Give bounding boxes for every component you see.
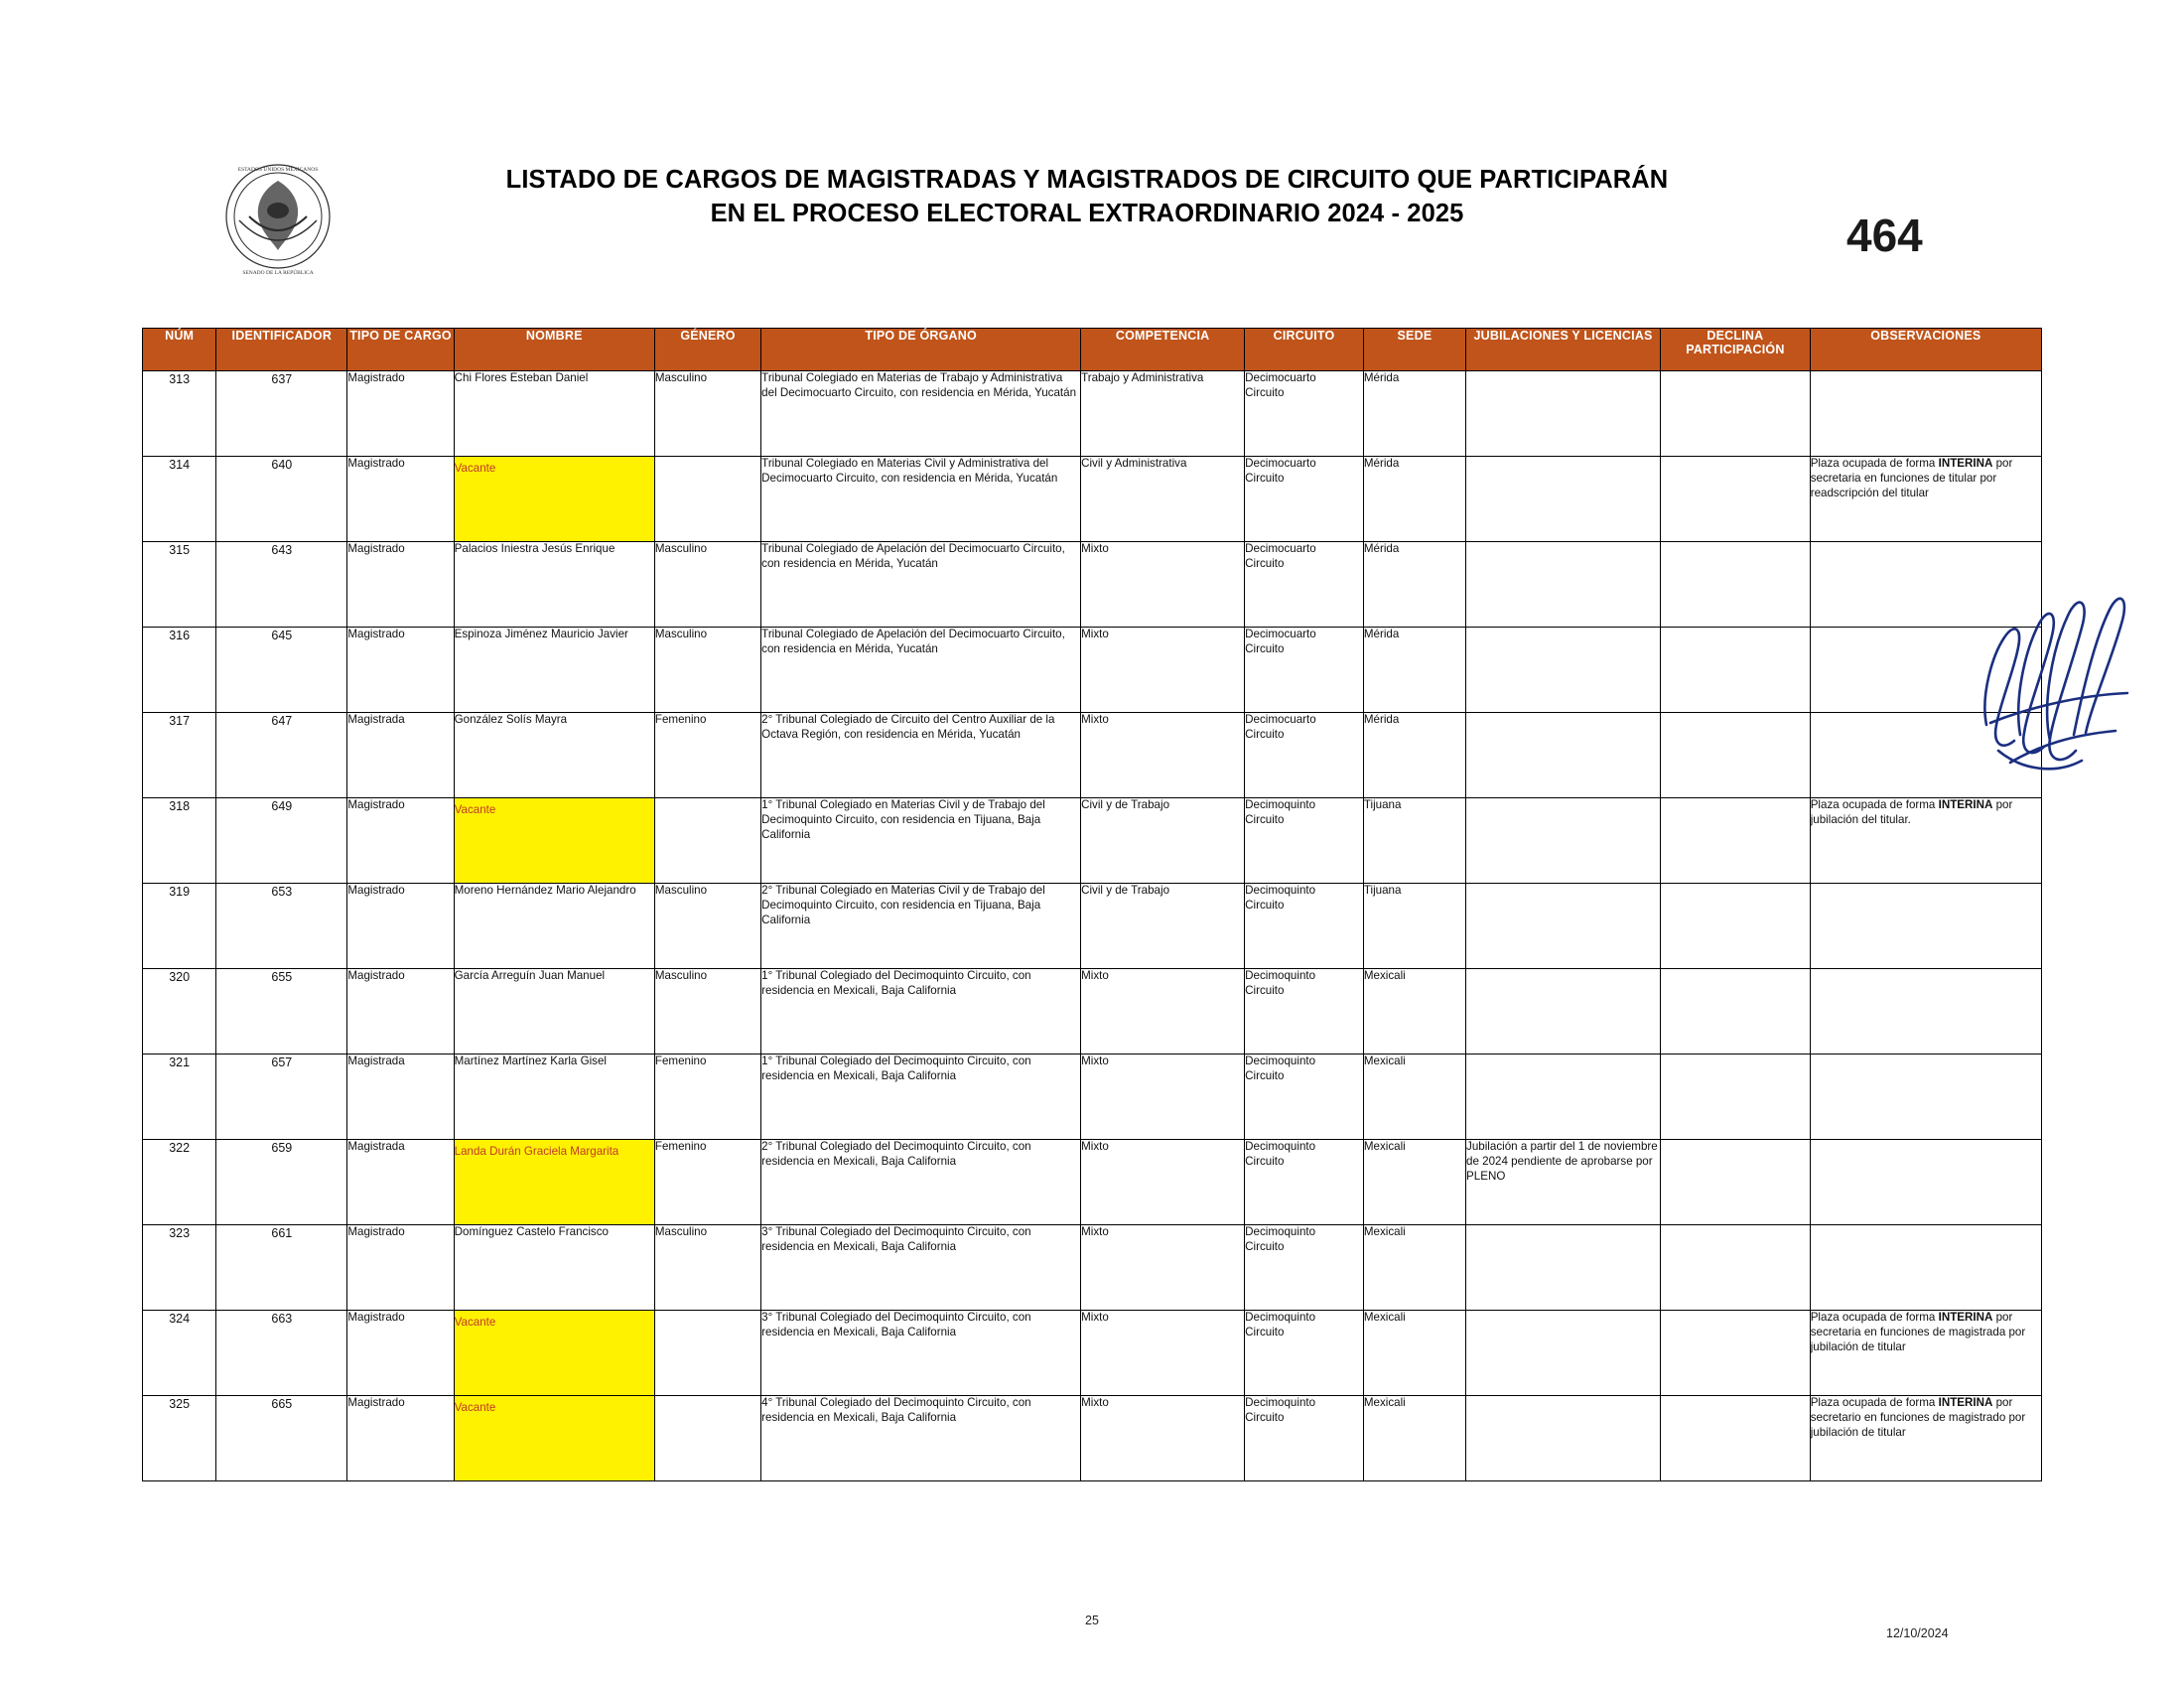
cell-competencia: Mixto: [1081, 1225, 1245, 1311]
cell-identificador: 657: [216, 1055, 347, 1140]
cell-num: 319: [143, 884, 216, 969]
cell-jubilaciones: [1466, 713, 1661, 798]
cell-circuito: Decimocuarto Circuito: [1245, 713, 1364, 798]
cell-jubilaciones: [1466, 1055, 1661, 1140]
cell-tipo-organo: Tribunal Colegiado en Materias de Trabajo y Administrativa del Decimocuarto Circuito, con residencia en Mérida, Yucatán: [761, 371, 1081, 457]
cell-tipo-cargo: Magistrado: [347, 457, 454, 542]
cell-jubilaciones: [1466, 969, 1661, 1055]
cell-competencia: Mixto: [1081, 969, 1245, 1055]
cell-num: 313: [143, 371, 216, 457]
header-tipo-cargo: TIPO DE CARGO: [347, 329, 454, 371]
cell-sede: Tijuana: [1363, 884, 1465, 969]
cargos-table-container: [142, 328, 2042, 1481]
page-stamp: 464: [1846, 210, 1923, 261]
cell-circuito: Decimoquinto Circuito: [1245, 1225, 1364, 1311]
cell-declina: [1661, 542, 1811, 628]
cell-competencia: Mixto: [1081, 713, 1245, 798]
header-jubilaciones-licencias: JUBILACIONES Y LICENCIAS: [1466, 329, 1661, 371]
cell-jubilaciones: [1466, 628, 1661, 713]
cell-observaciones: [1810, 542, 2041, 628]
table-row: [143, 713, 2042, 798]
cell-circuito: Decimocuarto Circuito: [1245, 457, 1364, 542]
table-row: [143, 1055, 2042, 1140]
cell-sede: Mexicali: [1363, 1055, 1465, 1140]
cell-identificador: 653: [216, 884, 347, 969]
cell-num: 320: [143, 969, 216, 1055]
table-row: [143, 1396, 2042, 1481]
cell-tipo-organo: 4° Tribunal Colegiado del Decimoquinto Circuito, con residencia en Mexicali, Baja California: [761, 1396, 1081, 1481]
cell-sede: Mexicali: [1363, 1225, 1465, 1311]
cell-identificador: 637: [216, 371, 347, 457]
cell-observaciones: Plaza ocupada de forma INTERINA por secretario en funciones de magistrado por jubilación de titular: [1810, 1396, 2041, 1481]
cell-tipo-organo: Tribunal Colegiado de Apelación del Decimocuarto Circuito, con residencia en Mérida, Yucatán: [761, 628, 1081, 713]
header-nombre: NOMBRE: [454, 329, 654, 371]
footer-page-number: 25: [1085, 1614, 1099, 1627]
header-circuito: CIRCUITO: [1245, 329, 1364, 371]
cell-num: 315: [143, 542, 216, 628]
cell-observaciones: [1810, 371, 2041, 457]
cell-genero: Femenino: [654, 1140, 760, 1225]
cell-jubilaciones: [1466, 1225, 1661, 1311]
cell-observaciones: [1810, 1225, 2041, 1311]
cell-observaciones: Plaza ocupada de forma INTERINA por secretaria en funciones de magistrada por jubilación de titular: [1810, 1311, 2041, 1396]
cell-observaciones: Plaza ocupada de forma INTERINA por jubilación del titular.: [1810, 798, 2041, 884]
cell-identificador: 661: [216, 1225, 347, 1311]
cell-competencia: Mixto: [1081, 628, 1245, 713]
cell-nombre: Vacante: [454, 1396, 654, 1481]
cell-sede: Mérida: [1363, 371, 1465, 457]
cell-declina: [1661, 798, 1811, 884]
cell-tipo-cargo: Magistrado: [347, 1396, 454, 1481]
cell-tipo-organo: 3° Tribunal Colegiado del Decimoquinto Circuito, con residencia en Mexicali, Baja California: [761, 1225, 1081, 1311]
cell-genero: Femenino: [654, 713, 760, 798]
cell-num: 314: [143, 457, 216, 542]
cell-genero: Masculino: [654, 1225, 760, 1311]
cell-jubilaciones: Jubilación a partir del 1 de noviembre de 2024 pendiente de aprobarse por PLENO: [1466, 1140, 1661, 1225]
table-row: [143, 457, 2042, 542]
page-title: [367, 163, 1807, 231]
cell-genero: Masculino: [654, 884, 760, 969]
cell-tipo-organo: 2° Tribunal Colegiado de Circuito del Centro Auxiliar de la Octava Región, con residencia en Mérida, Yucatán: [761, 713, 1081, 798]
cell-identificador: 649: [216, 798, 347, 884]
cell-observaciones: [1810, 628, 2041, 713]
cell-jubilaciones: [1466, 542, 1661, 628]
cell-identificador: 663: [216, 1311, 347, 1396]
cell-circuito: Decimoquinto Circuito: [1245, 1055, 1364, 1140]
document-header: [0, 159, 2184, 276]
cell-tipo-organo: 1° Tribunal Colegiado en Materias Civil y de Trabajo del Decimoquinto Circuito, con residencia en Tijuana, Baja California: [761, 798, 1081, 884]
cell-competencia: Civil y Administrativa: [1081, 457, 1245, 542]
cell-circuito: Decimoquinto Circuito: [1245, 1396, 1364, 1481]
cell-circuito: Decimoquinto Circuito: [1245, 1311, 1364, 1396]
cell-tipo-cargo: Magistrada: [347, 713, 454, 798]
cell-declina: [1661, 969, 1811, 1055]
cell-nombre: Chi Flores Esteban Daniel: [454, 371, 654, 457]
cell-nombre: Landa Durán Graciela Margarita: [454, 1140, 654, 1225]
cell-identificador: 645: [216, 628, 347, 713]
cell-nombre: Vacante: [454, 798, 654, 884]
cell-tipo-cargo: Magistrado: [347, 969, 454, 1055]
cell-jubilaciones: [1466, 798, 1661, 884]
table-row: [143, 1311, 2042, 1396]
cell-declina: [1661, 1396, 1811, 1481]
observacion-enfasis: INTERINA: [1938, 1396, 1993, 1409]
cell-nombre: Palacios Iniestra Jesús Enrique: [454, 542, 654, 628]
cell-nombre: García Arreguín Juan Manuel: [454, 969, 654, 1055]
cell-competencia: Mixto: [1081, 1055, 1245, 1140]
cell-identificador: 655: [216, 969, 347, 1055]
cell-declina: [1661, 1311, 1811, 1396]
cell-nombre: Martínez Martínez Karla Gisel: [454, 1055, 654, 1140]
cell-circuito: Decimoquinto Circuito: [1245, 884, 1364, 969]
table-row: [143, 1225, 2042, 1311]
cell-identificador: 647: [216, 713, 347, 798]
svg-text:ESTADOS UNIDOS MEXICANOS: ESTADOS UNIDOS MEXICANOS: [237, 167, 319, 173]
cell-num: 324: [143, 1311, 216, 1396]
cell-nombre: Espinoza Jiménez Mauricio Javier: [454, 628, 654, 713]
cell-sede: Mexicali: [1363, 969, 1465, 1055]
cell-genero: Femenino: [654, 1055, 760, 1140]
cell-tipo-cargo: Magistrado: [347, 1225, 454, 1311]
observacion-enfasis: INTERINA: [1938, 798, 1993, 811]
header-competencia: COMPETENCIA: [1081, 329, 1245, 371]
cell-sede: Tijuana: [1363, 798, 1465, 884]
cell-nombre: Vacante: [454, 1311, 654, 1396]
observacion-enfasis: INTERINA: [1938, 1311, 1993, 1324]
cell-num: 323: [143, 1225, 216, 1311]
cell-jubilaciones: [1466, 371, 1661, 457]
cargos-table: [142, 328, 2042, 1481]
header-observaciones: OBSERVACIONES: [1810, 329, 2041, 371]
header-num: NÚM: [143, 329, 216, 371]
cell-tipo-cargo: Magistrado: [347, 798, 454, 884]
cell-nombre: González Solís Mayra: [454, 713, 654, 798]
cell-competencia: Mixto: [1081, 542, 1245, 628]
cell-declina: [1661, 884, 1811, 969]
cell-tipo-cargo: Magistrado: [347, 1311, 454, 1396]
observacion-enfasis: INTERINA: [1938, 457, 1993, 470]
cell-jubilaciones: [1466, 884, 1661, 969]
cell-declina: [1661, 371, 1811, 457]
cell-circuito: Decimocuarto Circuito: [1245, 371, 1364, 457]
cell-tipo-organo: 1° Tribunal Colegiado del Decimoquinto Circuito, con residencia en Mexicali, Baja California: [761, 1055, 1081, 1140]
header-tipo-organo: TIPO DE ÓRGANO: [761, 329, 1081, 371]
cell-sede: Mexicali: [1363, 1396, 1465, 1481]
cell-declina: [1661, 1055, 1811, 1140]
cell-competencia: Civil y de Trabajo: [1081, 798, 1245, 884]
title-line-1: LISTADO DE CARGOS DE MAGISTRADAS Y MAGISTRADOS DE CIRCUITO QUE PARTICIPARÁN: [505, 166, 1669, 194]
cell-observaciones: [1810, 713, 2041, 798]
cell-genero: Masculino: [654, 969, 760, 1055]
cell-genero: [654, 457, 760, 542]
footer-date: 12/10/2024: [1886, 1626, 1949, 1640]
cell-competencia: Trabajo y Administrativa: [1081, 371, 1245, 457]
cell-declina: [1661, 628, 1811, 713]
cell-sede: Mérida: [1363, 713, 1465, 798]
cell-identificador: 659: [216, 1140, 347, 1225]
cell-competencia: Mixto: [1081, 1311, 1245, 1396]
cell-observaciones: [1810, 884, 2041, 969]
cell-competencia: Mixto: [1081, 1140, 1245, 1225]
cell-circuito: Decimoquinto Circuito: [1245, 1140, 1364, 1225]
cell-circuito: Decimoquinto Circuito: [1245, 798, 1364, 884]
cell-observaciones: [1810, 1140, 2041, 1225]
header-declina-participacion: DECLINA PARTICIPACIÓN: [1661, 329, 1811, 371]
cell-declina: [1661, 1140, 1811, 1225]
cell-num: 318: [143, 798, 216, 884]
senado-seal-icon: [204, 159, 352, 278]
table-body: [143, 371, 2042, 1481]
cell-tipo-cargo: Magistrada: [347, 1055, 454, 1140]
cell-tipo-organo: 2° Tribunal Colegiado en Materias Civil y de Trabajo del Decimoquinto Circuito, con residencia en Tijuana, Baja California: [761, 884, 1081, 969]
cell-genero: [654, 798, 760, 884]
title-line-2: EN EL PROCESO ELECTORAL EXTRAORDINARIO 2024 - 2025: [710, 200, 1464, 228]
cell-declina: [1661, 713, 1811, 798]
cell-num: 316: [143, 628, 216, 713]
cell-jubilaciones: [1466, 1396, 1661, 1481]
cell-nombre: Moreno Hernández Mario Alejandro: [454, 884, 654, 969]
cell-tipo-organo: Tribunal Colegiado en Materias Civil y Administrativa del Decimocuarto Circuito, con residencia en Mérida, Yucatán: [761, 457, 1081, 542]
cell-num: 317: [143, 713, 216, 798]
cell-genero: [654, 1396, 760, 1481]
cell-competencia: Civil y de Trabajo: [1081, 884, 1245, 969]
cell-genero: Masculino: [654, 628, 760, 713]
header-sede: SEDE: [1363, 329, 1465, 371]
header-identificador: IDENTIFICADOR: [216, 329, 347, 371]
table-row: [143, 969, 2042, 1055]
cell-num: 322: [143, 1140, 216, 1225]
cell-genero: Masculino: [654, 542, 760, 628]
cell-sede: Mérida: [1363, 457, 1465, 542]
table-row: [143, 371, 2042, 457]
cell-declina: [1661, 1225, 1811, 1311]
table-row: [143, 628, 2042, 713]
cell-jubilaciones: [1466, 1311, 1661, 1396]
cell-tipo-cargo: Magistrado: [347, 542, 454, 628]
cell-num: 325: [143, 1396, 216, 1481]
cell-nombre: Domínguez Castelo Francisco: [454, 1225, 654, 1311]
cell-circuito: Decimocuarto Circuito: [1245, 542, 1364, 628]
table-row: [143, 1140, 2042, 1225]
cell-tipo-cargo: Magistrada: [347, 1140, 454, 1225]
cell-observaciones: [1810, 1055, 2041, 1140]
cell-sede: Mérida: [1363, 628, 1465, 713]
cell-tipo-cargo: Magistrado: [347, 628, 454, 713]
cell-tipo-organo: 2° Tribunal Colegiado del Decimoquinto Circuito, con residencia en Mexicali, Baja California: [761, 1140, 1081, 1225]
cell-nombre: Vacante: [454, 457, 654, 542]
cell-sede: Mérida: [1363, 542, 1465, 628]
cell-competencia: Mixto: [1081, 1396, 1245, 1481]
cell-sede: Mexicali: [1363, 1311, 1465, 1396]
table-header-row: [143, 329, 2042, 371]
cell-num: 321: [143, 1055, 216, 1140]
table-row: [143, 884, 2042, 969]
cell-circuito: Decimoquinto Circuito: [1245, 969, 1364, 1055]
cell-observaciones: Plaza ocupada de forma INTERINA por secretaria en funciones de titular por readscripción del titular: [1810, 457, 2041, 542]
cell-tipo-organo: 3° Tribunal Colegiado del Decimoquinto Circuito, con residencia en Mexicali, Baja California: [761, 1311, 1081, 1396]
cell-tipo-cargo: Magistrado: [347, 371, 454, 457]
cell-identificador: 643: [216, 542, 347, 628]
header-genero: GÉNERO: [654, 329, 760, 371]
cell-tipo-cargo: Magistrado: [347, 884, 454, 969]
cell-observaciones: [1810, 969, 2041, 1055]
cell-tipo-organo: Tribunal Colegiado de Apelación del Decimocuarto Circuito, con residencia en Mérida, Yucatán: [761, 542, 1081, 628]
cell-jubilaciones: [1466, 457, 1661, 542]
cell-identificador: 640: [216, 457, 347, 542]
cell-genero: [654, 1311, 760, 1396]
svg-text:SENADO DE LA REPÚBLICA: SENADO DE LA REPÚBLICA: [242, 270, 314, 276]
table-row: [143, 798, 2042, 884]
cell-declina: [1661, 457, 1811, 542]
cell-sede: Mexicali: [1363, 1140, 1465, 1225]
cell-circuito: Decimocuarto Circuito: [1245, 628, 1364, 713]
cell-identificador: 665: [216, 1396, 347, 1481]
cell-tipo-organo: 1° Tribunal Colegiado del Decimoquinto Circuito, con residencia en Mexicali, Baja California: [761, 969, 1081, 1055]
table-row: [143, 542, 2042, 628]
cell-genero: Masculino: [654, 371, 760, 457]
